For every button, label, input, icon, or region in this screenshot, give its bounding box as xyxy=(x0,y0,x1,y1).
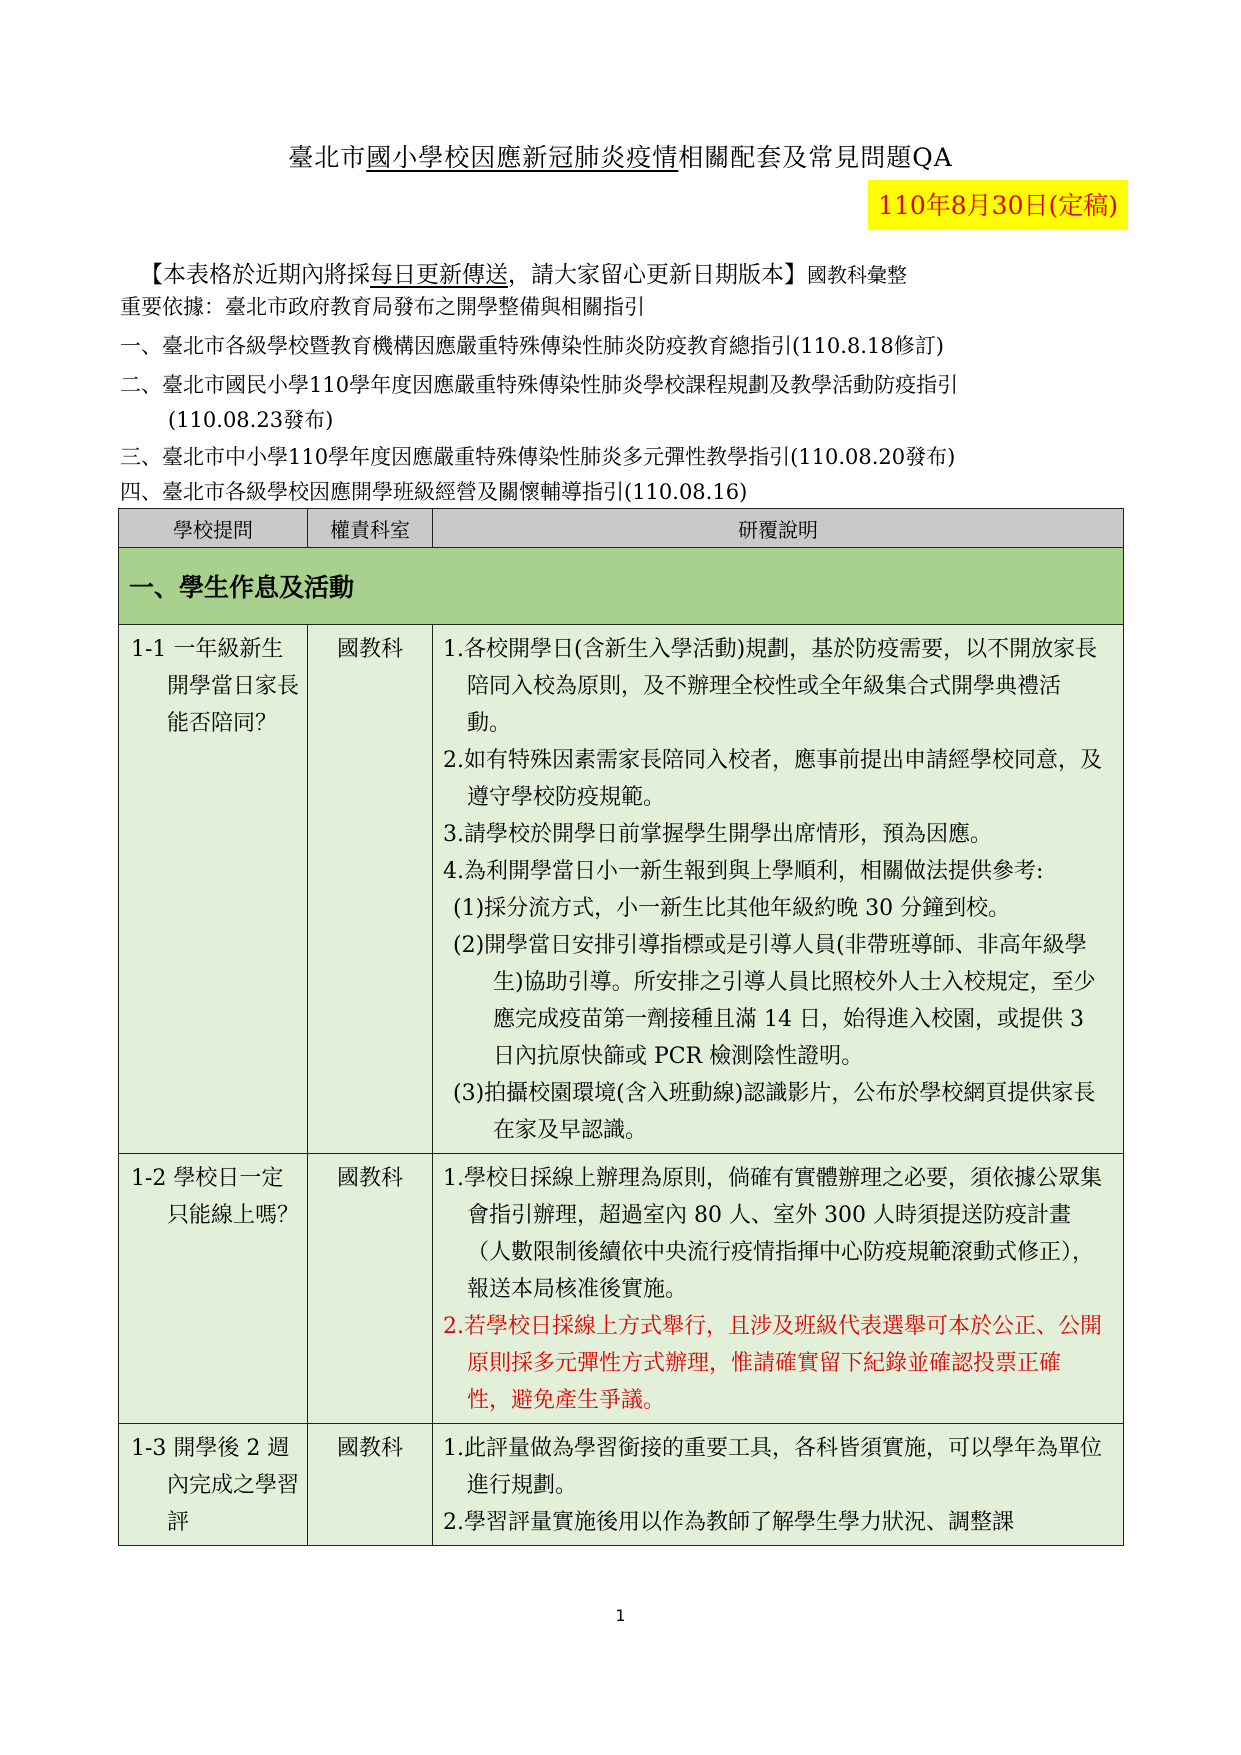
answer-subitem: (1)採分流方式，小一新生比其他年級約晚 30 分鐘到校。 xyxy=(453,896,1011,921)
dept-cell: 國教科 xyxy=(308,1154,433,1424)
notice-underlined: 每日更新傳送 xyxy=(370,262,508,288)
header-question: 學校提問 xyxy=(119,509,308,548)
answer-item: 1.各校開學日(含新生入學活動)規劃，基於防疫需要，以不開放家長陪同入校為原則，及不辦理全校性或全年級集合式開學典禮活動。 xyxy=(443,637,1098,736)
header-dept: 權責科室 xyxy=(308,509,433,548)
title-suffix: 相關配套及常見問題QA xyxy=(678,143,953,172)
dept-cell: 國教科 xyxy=(308,625,433,1154)
answer-item: 1.此評量做為學習銜接的重要工具，各科皆須實施，可以學年為單位進行規劃。 xyxy=(443,1436,1102,1498)
notice-pre: 【本表格於近期內將採 xyxy=(140,262,370,288)
basis-item-1: 一、臺北市各級學校暨教育機構因應嚴重特殊傳染性肺炎防疫教育總指引(110.8.18修訂) xyxy=(120,334,944,358)
basis-item-4: 四、臺北市各級學校因應開學班級經營及關懷輔導指引(110.08.16) xyxy=(120,480,748,504)
answer-subitem: (2)開學當日安排引導指標或是引導人員(非帶班導師、非高年級學生)協助引導。所安排之引導人員比照校外人士入校規定，至少應完成疫苗第一劑接種且滿 14 日，始得進入校園，或提供 3 日內抗原快篩或 PCR 檢測陰性證明。 xyxy=(453,933,1096,1069)
answer-item: 1.學校日採線上辦理為原則，倘確有實體辦理之必要，須依據公眾集會指引辦理，超過室內 80 人、室外 300 人時須提送防疫計畫（人數限制後續依中央流行疫情指揮中心防疫規範滾動式修正），報送本局核准後實施。 xyxy=(443,1166,1102,1302)
question-cell xyxy=(119,625,308,1154)
title-underlined: 國小學校因應新冠肺炎疫情 xyxy=(366,143,679,172)
dept-cell: 國教科 xyxy=(308,1424,433,1546)
answer-item: 4.為利開學當日小一新生報到與上學順利，相關做法提供參考: xyxy=(443,859,1044,884)
basis-item-3: 三、臺北市中小學110學年度因應嚴重特殊傳染性肺炎多元彈性教學指引(110.08.20發布) xyxy=(120,445,956,469)
question-text: 1-3 開學後 2 週內完成之學習評 xyxy=(131,1436,300,1535)
page-number: 1 xyxy=(615,1606,626,1625)
answer-cell xyxy=(433,1154,1124,1424)
title-prefix: 臺北市 xyxy=(288,143,367,172)
header-answer: 研覆說明 xyxy=(433,509,1124,548)
answer-cell xyxy=(433,625,1124,1154)
table-row xyxy=(119,1424,1124,1546)
answer-item: 2.如有特殊因素需家長陪同入校者，應事前提出申請經學校同意，及遵守學校防疫規範。 xyxy=(443,748,1102,810)
answer-subitem: (3)拍攝校園環境(含入班動線)認識影片，公布於學校網頁提供家長在家及早認識。 xyxy=(453,1081,1096,1143)
answer-item-highlighted: 2.若學校日採線上方式舉行，且涉及班級代表選舉可本於公正、公開原則採多元彈性方式辦理，惟請確實留下紀錄並確認投票正確性，避免產生爭議。 xyxy=(443,1314,1102,1413)
basis-item-2: 二、臺北市國民小學110學年度因應嚴重特殊傳染性肺炎學校課程規劃及教學活動防疫指引 xyxy=(120,373,959,397)
update-notice xyxy=(140,256,907,289)
answer-item: 2.學習評量實施後用以作為教師了解學生學力狀況、調整課 xyxy=(443,1510,1014,1535)
date-badge: 110年8月30日(定稿) xyxy=(868,180,1128,230)
table-header-row xyxy=(119,509,1124,548)
basis-item-2-cont: (110.08.23發布) xyxy=(168,408,334,432)
answer-item: 3.請學校於開學日前掌握學生開學出席情形，預為因應。 xyxy=(443,822,992,847)
question-text: 1-1 一年級新生開學當日家長能否陪同？ xyxy=(131,637,300,736)
section-row xyxy=(119,548,1124,625)
notice-tail: 國教科彙整 xyxy=(807,263,907,287)
table-row xyxy=(119,625,1124,1154)
answer-cell xyxy=(433,1424,1124,1546)
qa-table xyxy=(118,508,1124,1546)
question-cell xyxy=(119,1154,308,1424)
section-title: 一、學生作息及活動 xyxy=(119,548,1124,625)
basis-heading: 重要依據：臺北市政府教育局發布之開學整備與相關指引 xyxy=(120,295,645,319)
question-text: 1-2 學校日一定只能線上嗎？ xyxy=(131,1166,300,1228)
document-title xyxy=(0,138,1241,174)
notice-post: ，請大家留心更新日期版本】 xyxy=(508,262,807,288)
table-row xyxy=(119,1154,1124,1424)
question-cell xyxy=(119,1424,308,1546)
